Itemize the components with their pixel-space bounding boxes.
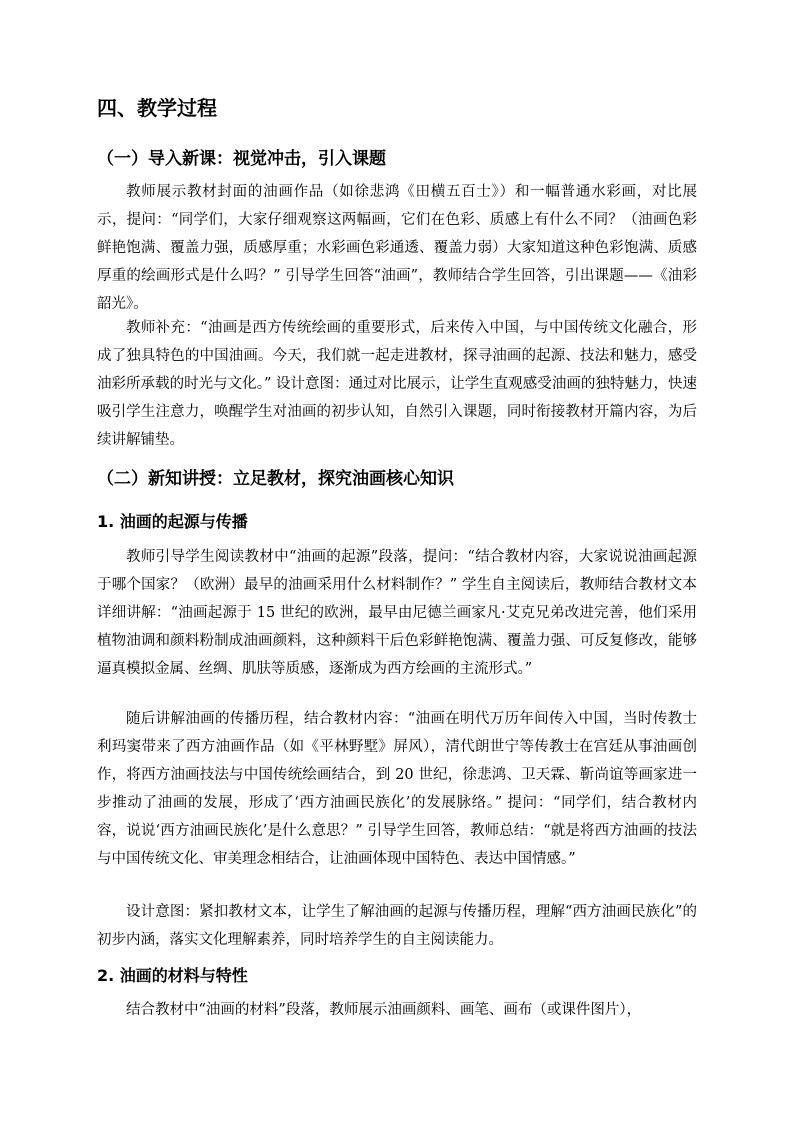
section-2-title: （二）新知讲授：立足教材，探究油画核心知识 bbox=[97, 469, 454, 489]
subsection-1-title: 1. 油画的起源与传播 bbox=[97, 512, 248, 531]
subsection-1-paragraph-2: 随后讲解油画的传播历程，结合教材内容：“油画在明代万历年间传入中国，当时传教士利玛窦带来了西方油画作品（如《平林野墅》屏风），清代朗世宁等传教士在宫廷从事油画创作，将西方油画技法与中国传统绘画结合，到 20 世纪，徐悲鸿、卫天霖、靳尚谊等画家进一步推动了油画的发展，形成了‘西方油画民族化’的发展脉络。” 提问：“同学们，结合教材内容，说说‘西方油画民族化’是什么意思？” 引导学生回答，教师总结：“就是将西方油画的技法与中国传统文化、审美理念相结合，让油画体现中国特色、表达中国情感。” bbox=[97, 711, 697, 867]
subsection-1-paragraph-1: 教师引导学生阅读教材中“油画的起源”段落，提问：“结合教材内容，大家说说油画起源于哪个国家？（欧洲）最早的油画采用什么材料制作？” 学生自主阅读后，教师结合教材文本详细讲解：“油画起源于 15 世纪的欧洲，最早由尼德兰画家凡·艾克兄弟改进完善，他们采用植物油调和颜料粉制成油画颜料，这种颜料干后色彩鲜艳饱满、覆盖力强、可反复修改，能够逼真模拟金属、丝绸、肌肤等质感，逐渐成为西方绘画的主流形式。” bbox=[97, 549, 697, 677]
subsection-2-title: 2. 油画的材料与特性 bbox=[97, 966, 248, 985]
section-1-paragraph-1: 教师展示教材封面的油画作品（如徐悲鸿《田横五百士》）和一幅普通水彩画，对比展示，提问：“同学们，大家仔细观察这两幅画，它们在色彩、质感上有什么不同？（油画色彩鲜艳饱满、覆盖力强，质感厚重；水彩画色彩通透、覆盖力弱）大家知道这种色彩饱满、质感厚重的绘画形式是什么吗？” 引导学生回答“油画”，教师结合学生回答，引出课题——《油彩韶光》。 bbox=[97, 184, 697, 312]
subsection-2-paragraph-1: 结合教材中“油画的材料”段落，教师展示油画颜料、画笔、画布（或课件图片）， bbox=[126, 1002, 642, 1018]
section-1-title: （一）导入新课：视觉冲击，引入课题 bbox=[97, 149, 386, 169]
main-heading: 四、教学过程 bbox=[97, 96, 217, 120]
section-1-paragraph-2: 教师补充：“油画是西方传统绘画的重要形式，后来传入中国，与中国传统文化融合，形成了独具特色的中国油画。今天，我们就一起走进教材，探寻油画的起源、技法和魅力，感受油彩所承载的时光与文化。” 设计意图：通过对比展示，让学生直观感受油画的独特魅力，快速吸引学生注意力，唤醒学生对油画的初步认知，自然引入课题，同时衔接教材开篇内容，为后续讲解铺垫。 bbox=[97, 320, 697, 448]
subsection-1-paragraph-3: 设计意图：紧扣教材文本，让学生了解油画的起源与传播历程，理解“西方油画民族化”的初步内涵，落实文化理解素养，同时培养学生的自主阅读能力。 bbox=[97, 904, 697, 948]
